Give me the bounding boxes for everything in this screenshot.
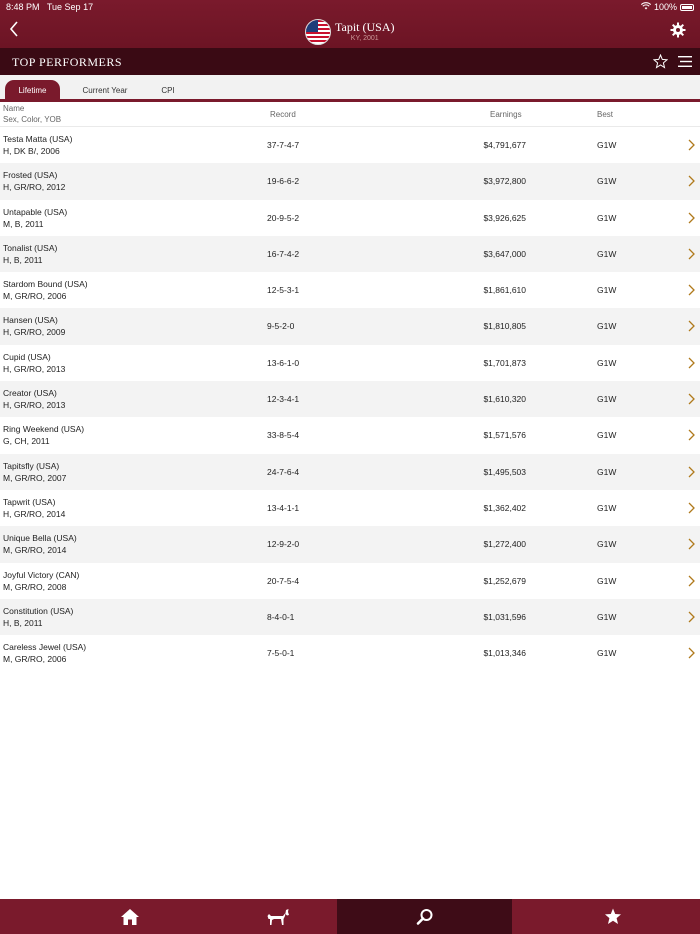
table-header	[0, 103, 700, 127]
column-header-name-sub: Sex, Color, YOB	[3, 115, 62, 124]
horse-earnings: $1,252,679	[483, 575, 526, 586]
horse-name: Hansen (USA)	[3, 315, 58, 326]
chevron-right-icon	[688, 212, 695, 224]
horse-earnings: $1,861,610	[483, 285, 526, 296]
table-row[interactable]	[0, 599, 700, 635]
table-row[interactable]	[0, 308, 700, 344]
horse-best: G1W	[597, 140, 617, 150]
horse-sex-color-yob: H, GR/RO, 2009	[3, 327, 66, 338]
table-row[interactable]	[0, 563, 700, 599]
gear-icon	[670, 22, 686, 38]
horse-name: Cupid (USA)	[3, 351, 51, 362]
chevron-right-icon	[688, 357, 695, 369]
horse-best: G1W	[597, 502, 617, 513]
horse-name: Testa Matta (USA)	[3, 134, 73, 144]
chevron-right-icon	[688, 429, 695, 441]
column-header-name[interactable]: Name	[3, 104, 25, 113]
chevron-right-icon	[688, 575, 695, 587]
star-icon	[604, 908, 622, 925]
horse-record: 12-5-3-1	[267, 285, 300, 296]
horse-record: 13-4-1-1	[267, 502, 300, 513]
horse-title-block	[305, 19, 394, 45]
chevron-right-icon	[688, 611, 695, 623]
horse-best: G1W	[597, 357, 617, 368]
column-header-earnings[interactable]: Earnings	[490, 110, 522, 119]
horse-earnings: $1,013,346	[483, 648, 526, 659]
horse-icon	[266, 908, 290, 926]
tab-lifetime[interactable]: Lifetime	[5, 80, 60, 102]
horse-sex-color-yob: H, GR/RO, 2013	[3, 400, 66, 411]
horse-earnings: $3,926,625	[483, 212, 526, 223]
menu-button[interactable]	[678, 55, 692, 68]
tab-cpi[interactable]: CPI	[161, 86, 175, 95]
chevron-right-icon	[688, 320, 695, 332]
horse-record: 13-6-1-0	[267, 357, 300, 368]
horse-record: 16-7-4-2	[267, 248, 300, 259]
battery-icon	[680, 4, 694, 11]
horse-name: Tapwrit (USA)	[3, 496, 56, 507]
section-header	[0, 48, 700, 75]
table-row[interactable]	[0, 163, 700, 199]
horse-record: 33-8-5-4	[267, 430, 300, 441]
horse-best: G1W	[597, 430, 617, 441]
top-navigation-bar	[0, 0, 700, 48]
horse-earnings: $1,272,400	[483, 539, 526, 550]
horse-name: Creator (USA)	[3, 388, 57, 399]
nav-search[interactable]	[337, 899, 512, 934]
tab-bar	[0, 75, 700, 102]
horse-sex-color-yob: H, B, 2011	[3, 254, 43, 265]
chevron-right-icon	[688, 284, 695, 296]
horse-earnings: $1,571,576	[483, 430, 526, 441]
horse-record: 20-7-5-4	[267, 575, 300, 586]
horse-record: 19-6-6-2	[267, 176, 300, 187]
horse-earnings: $1,362,402	[483, 502, 526, 513]
chevron-left-icon	[6, 18, 22, 40]
usa-flag-icon	[305, 19, 331, 45]
horse-record: 24-7-6-4	[267, 466, 300, 477]
horse-name: Tonalist (USA)	[3, 242, 58, 253]
horse-name: Ring Weekend (USA)	[3, 424, 85, 435]
horse-record: 37-7-4-7	[267, 140, 300, 150]
table-row[interactable]	[0, 490, 700, 526]
chevron-right-icon	[688, 393, 695, 405]
horse-record: 12-9-2-0	[267, 539, 300, 550]
horse-best: G1W	[597, 176, 617, 187]
search-icon	[416, 908, 434, 926]
horse-sex-color-yob: M, GR/RO, 2007	[3, 472, 67, 483]
performers-list	[0, 127, 700, 671]
horse-best: G1W	[597, 321, 617, 332]
horse-name: Joyful Victory (CAN)	[3, 569, 80, 580]
horse-earnings: $1,810,805	[483, 321, 526, 332]
status-time-date	[6, 2, 93, 12]
horse-best: G1W	[597, 611, 617, 622]
horse-sex-color-yob: H, B, 2011	[3, 617, 43, 628]
horse-earnings: $1,701,873	[483, 357, 526, 368]
table-row[interactable]	[0, 381, 700, 417]
horse-name: Tapitsfly (USA)	[3, 460, 60, 471]
chevron-right-icon	[688, 502, 695, 514]
horse-best: G1W	[597, 285, 617, 296]
horse-name: Careless Jewel (USA)	[3, 642, 87, 653]
horse-subtitle: KY, 2001	[350, 35, 379, 42]
horse-record: 8-4-0-1	[267, 611, 295, 622]
status-indicators	[641, 2, 694, 12]
nav-favorites[interactable]	[525, 899, 700, 934]
hamburger-menu-icon	[678, 55, 692, 68]
section-title: TOP PERFORMERS	[12, 55, 123, 69]
horse-sex-color-yob: H, GR/RO, 2013	[3, 363, 66, 374]
table-row[interactable]	[0, 272, 700, 308]
horse-record: 20-9-5-2	[267, 212, 300, 223]
horse-best: G1W	[597, 466, 617, 477]
horse-sex-color-yob: G, CH, 2011	[3, 436, 50, 447]
chevron-right-icon	[688, 647, 695, 659]
horse-sex-color-yob: H, DK B/, 2006	[3, 146, 60, 156]
table-row[interactable]	[0, 526, 700, 562]
table-row[interactable]	[0, 200, 700, 236]
horse-best: G1W	[597, 212, 617, 223]
horse-best: G1W	[597, 394, 617, 405]
horse-name: Untapable (USA)	[3, 206, 68, 217]
horse-best: G1W	[597, 248, 617, 259]
horse-name: Frosted (USA)	[3, 170, 58, 181]
horse-best: G1W	[597, 575, 617, 586]
horse-sex-color-yob: H, GR/RO, 2012	[3, 182, 66, 193]
horse-record: 9-5-2-0	[267, 321, 295, 332]
horse-title: Tapit (USA)	[335, 20, 395, 34]
star-outline-icon	[653, 54, 668, 69]
horse-best: G1W	[597, 648, 617, 659]
horse-earnings: $3,972,800	[483, 176, 526, 187]
table-row[interactable]	[0, 635, 700, 671]
horse-sex-color-yob: H, GR/RO, 2014	[3, 508, 66, 519]
horse-sex-color-yob: M, B, 2011	[3, 218, 44, 229]
column-header-best[interactable]: Best	[597, 110, 614, 119]
chevron-right-icon	[688, 466, 695, 478]
table-row[interactable]	[0, 127, 700, 163]
table-row[interactable]	[0, 236, 700, 272]
horse-best: G1W	[597, 539, 617, 550]
bottom-navigation	[0, 899, 700, 934]
horse-earnings: $1,031,596	[483, 611, 526, 622]
tab-current-year[interactable]: Current Year	[82, 86, 128, 95]
chevron-right-icon	[688, 538, 695, 550]
horse-earnings: $4,791,677	[483, 140, 526, 150]
horse-name: Constitution (USA)	[3, 605, 74, 616]
horse-sex-color-yob: M, GR/RO, 2014	[3, 545, 67, 556]
horse-earnings: $1,495,503	[483, 466, 526, 477]
table-row[interactable]	[0, 454, 700, 490]
chevron-right-icon	[688, 175, 695, 187]
horse-record: 12-3-4-1	[267, 394, 300, 405]
settings-button[interactable]	[670, 22, 686, 38]
horse-sex-color-yob: M, GR/RO, 2006	[3, 291, 67, 302]
horse-record: 7-5-0-1	[267, 648, 295, 659]
home-icon	[120, 908, 140, 926]
chevron-right-icon	[688, 248, 695, 260]
horse-sex-color-yob: M, GR/RO, 2006	[3, 654, 67, 665]
horse-name: Stardom Bound (USA)	[3, 279, 88, 290]
column-header-record[interactable]: Record	[270, 110, 296, 119]
table-row[interactable]	[0, 345, 700, 381]
horse-earnings: $3,647,000	[483, 248, 526, 259]
status-time: 8:48 PM	[6, 2, 40, 12]
horse-earnings: $1,610,320	[483, 394, 526, 405]
table-row[interactable]	[0, 417, 700, 453]
horse-sex-color-yob: M, GR/RO, 2008	[3, 581, 67, 592]
back-button[interactable]	[6, 18, 22, 40]
battery-percent: 100%	[653, 2, 677, 12]
status-date: Tue Sep 17	[46, 2, 94, 12]
chevron-right-icon	[688, 139, 695, 151]
favorite-button[interactable]	[653, 54, 668, 69]
wifi-icon	[641, 2, 651, 12]
horse-name: Unique Bella (USA)	[3, 533, 77, 544]
